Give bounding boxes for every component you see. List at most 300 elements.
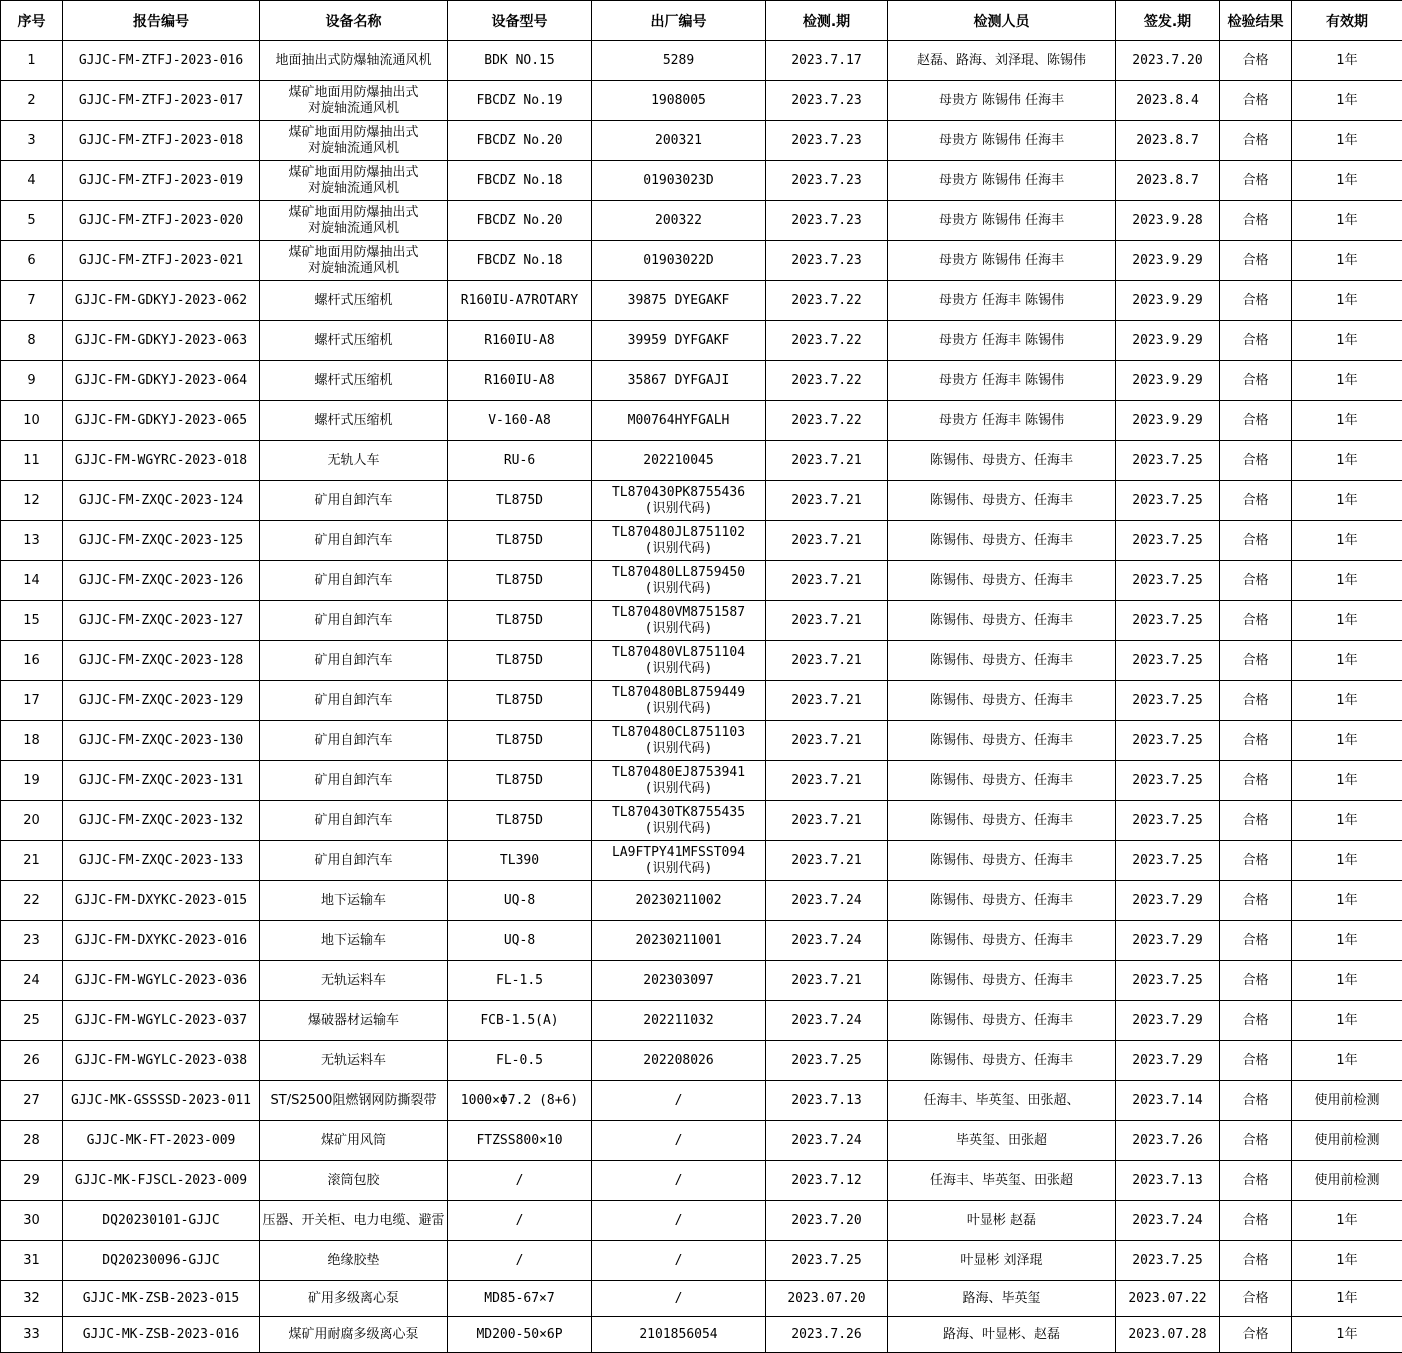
cell-index: 26 bbox=[1, 1041, 63, 1081]
cell-index: 29 bbox=[1, 1161, 63, 1201]
cell-serial-no: 35867 DYFGAJI bbox=[592, 361, 766, 401]
cell-serial-no: TL870480BL8759449 (识别代码) bbox=[592, 681, 766, 721]
cell-result: 合格 bbox=[1220, 1081, 1292, 1121]
cell-validity: 1年 bbox=[1292, 1281, 1402, 1317]
cell-issue-date: 2023.7.25 bbox=[1116, 1241, 1220, 1281]
cell-test-date: 2023.7.21 bbox=[766, 561, 888, 601]
cell-device-model: TL390 bbox=[448, 841, 592, 881]
table-row bbox=[1, 81, 1402, 121]
cell-result: 合格 bbox=[1220, 281, 1292, 321]
cell-issue-date: 2023.7.25 bbox=[1116, 441, 1220, 481]
cell-device-name: 矿用自卸汽车 bbox=[260, 761, 448, 801]
cell-result: 合格 bbox=[1220, 241, 1292, 281]
cell-result: 合格 bbox=[1220, 441, 1292, 481]
cell-test-date: 2023.7.23 bbox=[766, 121, 888, 161]
cell-validity: 1年 bbox=[1292, 1241, 1402, 1281]
cell-device-name: 煤矿用风筒 bbox=[260, 1121, 448, 1161]
cell-index: 4 bbox=[1, 161, 63, 201]
cell-serial-no: LA9FTPY41MFSST094 (识别代码) bbox=[592, 841, 766, 881]
cell-index: 8 bbox=[1, 321, 63, 361]
cell-result: 合格 bbox=[1220, 361, 1292, 401]
cell-serial-no: 39959 DYFGAKF bbox=[592, 321, 766, 361]
cell-device-model: TL875D bbox=[448, 561, 592, 601]
cell-serial-no: 39875 DYEGAKF bbox=[592, 281, 766, 321]
cell-inspectors: 任海丰、毕英玺、田张超 bbox=[888, 1161, 1116, 1201]
cell-index: 25 bbox=[1, 1001, 63, 1041]
cell-validity: 1年 bbox=[1292, 121, 1402, 161]
cell-report-no: GJJC-FM-ZTFJ-2023-017 bbox=[63, 81, 260, 121]
cell-report-no: GJJC-FM-GDKYJ-2023-065 bbox=[63, 401, 260, 441]
cell-test-date: 2023.7.25 bbox=[766, 1241, 888, 1281]
header-report-no: 报告编号 bbox=[63, 1, 260, 41]
cell-device-model: 1000×Φ7.2 (8+6) bbox=[448, 1081, 592, 1121]
cell-serial-no: / bbox=[592, 1121, 766, 1161]
cell-report-no: GJJC-MK-ZSB-2023-016 bbox=[63, 1317, 260, 1353]
cell-issue-date: 2023.8.7 bbox=[1116, 161, 1220, 201]
header-serial-no: 出厂编号 bbox=[592, 1, 766, 41]
table-row bbox=[1, 241, 1402, 281]
table-row bbox=[1, 121, 1402, 161]
cell-result: 合格 bbox=[1220, 561, 1292, 601]
cell-test-date: 2023.7.21 bbox=[766, 721, 888, 761]
cell-result: 合格 bbox=[1220, 761, 1292, 801]
cell-test-date: 2023.7.24 bbox=[766, 881, 888, 921]
cell-device-model: FTZSS800×10 bbox=[448, 1121, 592, 1161]
cell-validity: 使用前检测 bbox=[1292, 1121, 1402, 1161]
cell-device-name: 矿用多级离心泵 bbox=[260, 1281, 448, 1317]
cell-index: 3 bbox=[1, 121, 63, 161]
cell-issue-date: 2023.9.29 bbox=[1116, 321, 1220, 361]
cell-validity: 1年 bbox=[1292, 201, 1402, 241]
cell-report-no: GJJC-FM-ZXQC-2023-127 bbox=[63, 601, 260, 641]
cell-result: 合格 bbox=[1220, 961, 1292, 1001]
cell-result: 合格 bbox=[1220, 1201, 1292, 1241]
cell-inspectors: 陈锡伟、母贵方、任海丰 bbox=[888, 801, 1116, 841]
cell-device-name: 矿用自卸汽车 bbox=[260, 601, 448, 641]
cell-report-no: GJJC-FM-ZXQC-2023-124 bbox=[63, 481, 260, 521]
cell-report-no: GJJC-MK-ZSB-2023-015 bbox=[63, 1281, 260, 1317]
table-row bbox=[1, 441, 1402, 481]
cell-test-date: 2023.7.21 bbox=[766, 801, 888, 841]
cell-device-model: FL-1.5 bbox=[448, 961, 592, 1001]
cell-issue-date: 2023.7.25 bbox=[1116, 481, 1220, 521]
cell-device-name: 地下运输车 bbox=[260, 881, 448, 921]
cell-test-date: 2023.7.21 bbox=[766, 841, 888, 881]
cell-validity: 1年 bbox=[1292, 641, 1402, 681]
cell-inspectors: 母贵方 任海丰 陈锡伟 bbox=[888, 321, 1116, 361]
cell-device-model: RU-6 bbox=[448, 441, 592, 481]
cell-result: 合格 bbox=[1220, 481, 1292, 521]
cell-test-date: 2023.7.21 bbox=[766, 481, 888, 521]
cell-serial-no: 01903022D bbox=[592, 241, 766, 281]
table-row bbox=[1, 1241, 1402, 1281]
cell-device-model: FBCDZ No.20 bbox=[448, 121, 592, 161]
cell-test-date: 2023.7.21 bbox=[766, 681, 888, 721]
cell-index: 17 bbox=[1, 681, 63, 721]
table-row bbox=[1, 641, 1402, 681]
cell-device-name: ST/S2500阻燃钢网防撕裂带 bbox=[260, 1081, 448, 1121]
cell-result: 合格 bbox=[1220, 1121, 1292, 1161]
cell-issue-date: 2023.7.25 bbox=[1116, 961, 1220, 1001]
cell-test-date: 2023.7.23 bbox=[766, 81, 888, 121]
cell-device-name: 矿用自卸汽车 bbox=[260, 641, 448, 681]
cell-device-name: 无轨运料车 bbox=[260, 1041, 448, 1081]
cell-device-model: TL875D bbox=[448, 521, 592, 561]
cell-index: 28 bbox=[1, 1121, 63, 1161]
cell-report-no: GJJC-FM-DXYKC-2023-015 bbox=[63, 881, 260, 921]
cell-validity: 1年 bbox=[1292, 441, 1402, 481]
cell-index: 10 bbox=[1, 401, 63, 441]
cell-index: 33 bbox=[1, 1317, 63, 1353]
cell-inspectors: 陈锡伟、母贵方、任海丰 bbox=[888, 641, 1116, 681]
table-row bbox=[1, 1081, 1402, 1121]
cell-test-date: 2023.7.24 bbox=[766, 921, 888, 961]
cell-result: 合格 bbox=[1220, 1281, 1292, 1317]
cell-issue-date: 2023.7.25 bbox=[1116, 801, 1220, 841]
cell-index: 16 bbox=[1, 641, 63, 681]
cell-device-name: 煤矿地面用防爆抽出式 对旋轴流通风机 bbox=[260, 201, 448, 241]
cell-serial-no: 202208026 bbox=[592, 1041, 766, 1081]
cell-report-no: GJJC-MK-FJSCL-2023-009 bbox=[63, 1161, 260, 1201]
cell-test-date: 2023.7.23 bbox=[766, 161, 888, 201]
cell-index: 30 bbox=[1, 1201, 63, 1241]
cell-serial-no: / bbox=[592, 1241, 766, 1281]
cell-device-model: TL875D bbox=[448, 481, 592, 521]
cell-index: 6 bbox=[1, 241, 63, 281]
header-row bbox=[1, 1, 1402, 41]
cell-validity: 1年 bbox=[1292, 601, 1402, 641]
cell-validity: 1年 bbox=[1292, 961, 1402, 1001]
cell-serial-no: 202211032 bbox=[592, 1001, 766, 1041]
cell-result: 合格 bbox=[1220, 721, 1292, 761]
header-index: 序号 bbox=[1, 1, 63, 41]
header-device-name: 设备名称 bbox=[260, 1, 448, 41]
cell-inspectors: 陈锡伟、母贵方、任海丰 bbox=[888, 1041, 1116, 1081]
cell-inspectors: 陈锡伟、母贵方、任海丰 bbox=[888, 921, 1116, 961]
cell-report-no: GJJC-FM-ZTFJ-2023-016 bbox=[63, 41, 260, 81]
cell-device-name: 矿用自卸汽车 bbox=[260, 561, 448, 601]
cell-validity: 1年 bbox=[1292, 401, 1402, 441]
cell-inspectors: 路海、毕英玺 bbox=[888, 1281, 1116, 1317]
cell-result: 合格 bbox=[1220, 1241, 1292, 1281]
cell-serial-no: TL870480JL8751102 (识别代码) bbox=[592, 521, 766, 561]
cell-report-no: GJJC-FM-ZXQC-2023-132 bbox=[63, 801, 260, 841]
header-issue-date: 签发.期 bbox=[1116, 1, 1220, 41]
cell-report-no: GJJC-MK-FT-2023-009 bbox=[63, 1121, 260, 1161]
cell-validity: 1年 bbox=[1292, 881, 1402, 921]
table-row bbox=[1, 1161, 1402, 1201]
cell-report-no: GJJC-FM-ZXQC-2023-130 bbox=[63, 721, 260, 761]
cell-report-no: GJJC-FM-ZXQC-2023-128 bbox=[63, 641, 260, 681]
cell-report-no: GJJC-FM-GDKYJ-2023-064 bbox=[63, 361, 260, 401]
cell-test-date: 2023.7.13 bbox=[766, 1081, 888, 1121]
cell-serial-no: / bbox=[592, 1281, 766, 1317]
table-row bbox=[1, 161, 1402, 201]
cell-device-model: V-160-A8 bbox=[448, 401, 592, 441]
cell-issue-date: 2023.9.29 bbox=[1116, 361, 1220, 401]
table-row bbox=[1, 361, 1402, 401]
cell-result: 合格 bbox=[1220, 1317, 1292, 1353]
cell-device-model: TL875D bbox=[448, 801, 592, 841]
cell-index: 14 bbox=[1, 561, 63, 601]
cell-device-name: 地下运输车 bbox=[260, 921, 448, 961]
cell-test-date: 2023.7.22 bbox=[766, 281, 888, 321]
cell-index: 9 bbox=[1, 361, 63, 401]
cell-validity: 1年 bbox=[1292, 1201, 1402, 1241]
cell-test-date: 2023.7.26 bbox=[766, 1317, 888, 1353]
cell-result: 合格 bbox=[1220, 921, 1292, 961]
table-row bbox=[1, 721, 1402, 761]
cell-device-model: FBCDZ No.18 bbox=[448, 241, 592, 281]
cell-validity: 使用前检测 bbox=[1292, 1081, 1402, 1121]
cell-serial-no: TL870430PK8755436 (识别代码) bbox=[592, 481, 766, 521]
cell-validity: 1年 bbox=[1292, 721, 1402, 761]
cell-report-no: GJJC-FM-ZTFJ-2023-021 bbox=[63, 241, 260, 281]
table-row bbox=[1, 521, 1402, 561]
cell-test-date: 2023.7.23 bbox=[766, 201, 888, 241]
cell-result: 合格 bbox=[1220, 841, 1292, 881]
cell-index: 31 bbox=[1, 1241, 63, 1281]
cell-device-model: / bbox=[448, 1161, 592, 1201]
cell-inspectors: 叶显彬 刘泽琨 bbox=[888, 1241, 1116, 1281]
cell-validity: 1年 bbox=[1292, 161, 1402, 201]
cell-test-date: 2023.7.22 bbox=[766, 361, 888, 401]
cell-test-date: 2023.7.12 bbox=[766, 1161, 888, 1201]
cell-device-model: TL875D bbox=[448, 761, 592, 801]
table-row bbox=[1, 321, 1402, 361]
cell-index: 2 bbox=[1, 81, 63, 121]
cell-issue-date: 2023.9.29 bbox=[1116, 401, 1220, 441]
table-row bbox=[1, 601, 1402, 641]
cell-validity: 使用前检测 bbox=[1292, 1161, 1402, 1201]
cell-test-date: 2023.7.25 bbox=[766, 1041, 888, 1081]
cell-serial-no: 202303097 bbox=[592, 961, 766, 1001]
cell-serial-no: / bbox=[592, 1201, 766, 1241]
cell-result: 合格 bbox=[1220, 121, 1292, 161]
cell-validity: 1年 bbox=[1292, 1317, 1402, 1353]
cell-test-date: 2023.7.22 bbox=[766, 401, 888, 441]
cell-report-no: GJJC-FM-ZXQC-2023-129 bbox=[63, 681, 260, 721]
cell-result: 合格 bbox=[1220, 321, 1292, 361]
cell-device-model: TL875D bbox=[448, 641, 592, 681]
cell-inspectors: 陈锡伟、母贵方、任海丰 bbox=[888, 721, 1116, 761]
cell-report-no: DQ20230096-GJJC bbox=[63, 1241, 260, 1281]
cell-result: 合格 bbox=[1220, 81, 1292, 121]
cell-report-no: GJJC-FM-WGYLC-2023-038 bbox=[63, 1041, 260, 1081]
cell-issue-date: 2023.7.25 bbox=[1116, 641, 1220, 681]
cell-test-date: 2023.7.20 bbox=[766, 1201, 888, 1241]
cell-issue-date: 2023.7.25 bbox=[1116, 681, 1220, 721]
cell-issue-date: 2023.07.22 bbox=[1116, 1281, 1220, 1317]
table-row bbox=[1, 1041, 1402, 1081]
cell-device-name: 煤矿用耐腐多级离心泵 bbox=[260, 1317, 448, 1353]
cell-device-name: 螺杆式压缩机 bbox=[260, 281, 448, 321]
cell-issue-date: 2023.9.29 bbox=[1116, 281, 1220, 321]
cell-validity: 1年 bbox=[1292, 481, 1402, 521]
cell-issue-date: 2023.7.20 bbox=[1116, 41, 1220, 81]
cell-device-model: / bbox=[448, 1241, 592, 1281]
cell-inspectors: 母贵方 任海丰 陈锡伟 bbox=[888, 361, 1116, 401]
cell-device-name: 煤矿地面用防爆抽出式 对旋轴流通风机 bbox=[260, 81, 448, 121]
cell-inspectors: 母贵方 陈锡伟 任海丰 bbox=[888, 241, 1116, 281]
cell-test-date: 2023.7.22 bbox=[766, 321, 888, 361]
cell-index: 21 bbox=[1, 841, 63, 881]
cell-report-no: GJJC-FM-ZXQC-2023-131 bbox=[63, 761, 260, 801]
cell-test-date: 2023.7.23 bbox=[766, 241, 888, 281]
cell-result: 合格 bbox=[1220, 881, 1292, 921]
cell-device-name: 螺杆式压缩机 bbox=[260, 361, 448, 401]
table-row bbox=[1, 561, 1402, 601]
header-test-date: 检测.期 bbox=[766, 1, 888, 41]
cell-inspectors: 母贵方 任海丰 陈锡伟 bbox=[888, 401, 1116, 441]
cell-device-model: FBCDZ No.18 bbox=[448, 161, 592, 201]
cell-issue-date: 2023.7.25 bbox=[1116, 521, 1220, 561]
cell-inspectors: 母贵方 陈锡伟 任海丰 bbox=[888, 81, 1116, 121]
cell-device-name: 煤矿地面用防爆抽出式 对旋轴流通风机 bbox=[260, 241, 448, 281]
cell-serial-no: 200321 bbox=[592, 121, 766, 161]
cell-issue-date: 2023.7.13 bbox=[1116, 1161, 1220, 1201]
cell-serial-no: TL870480EJ8753941 (识别代码) bbox=[592, 761, 766, 801]
cell-index: 22 bbox=[1, 881, 63, 921]
cell-device-name: 矿用自卸汽车 bbox=[260, 721, 448, 761]
cell-serial-no: / bbox=[592, 1161, 766, 1201]
cell-index: 5 bbox=[1, 201, 63, 241]
cell-inspectors: 赵磊、路海、刘泽琨、陈锡伟 bbox=[888, 41, 1116, 81]
cell-issue-date: 2023.7.29 bbox=[1116, 1041, 1220, 1081]
cell-inspectors: 母贵方 陈锡伟 任海丰 bbox=[888, 201, 1116, 241]
cell-issue-date: 2023.7.25 bbox=[1116, 561, 1220, 601]
cell-issue-date: 2023.7.29 bbox=[1116, 1001, 1220, 1041]
cell-device-name: 煤矿地面用防爆抽出式 对旋轴流通风机 bbox=[260, 161, 448, 201]
cell-inspectors: 陈锡伟、母贵方、任海丰 bbox=[888, 561, 1116, 601]
cell-issue-date: 2023.7.25 bbox=[1116, 601, 1220, 641]
cell-device-name: 螺杆式压缩机 bbox=[260, 321, 448, 361]
cell-device-name: 煤矿地面用防爆抽出式 对旋轴流通风机 bbox=[260, 121, 448, 161]
cell-inspectors: 陈锡伟、母贵方、任海丰 bbox=[888, 601, 1116, 641]
cell-device-model: TL875D bbox=[448, 721, 592, 761]
cell-device-name: 爆破器材运输车 bbox=[260, 1001, 448, 1041]
cell-device-model: BDK NO.15 bbox=[448, 41, 592, 81]
cell-validity: 1年 bbox=[1292, 761, 1402, 801]
header-device-model: 设备型号 bbox=[448, 1, 592, 41]
cell-device-name: 矿用自卸汽车 bbox=[260, 681, 448, 721]
cell-report-no: GJJC-FM-ZTFJ-2023-020 bbox=[63, 201, 260, 241]
table-row bbox=[1, 681, 1402, 721]
header-validity: 有效期 bbox=[1292, 1, 1402, 41]
cell-issue-date: 2023.7.25 bbox=[1116, 721, 1220, 761]
cell-validity: 1年 bbox=[1292, 321, 1402, 361]
cell-test-date: 2023.7.24 bbox=[766, 1001, 888, 1041]
cell-issue-date: 2023.7.25 bbox=[1116, 841, 1220, 881]
cell-device-name: 无轨运料车 bbox=[260, 961, 448, 1001]
cell-device-name: 矿用自卸汽车 bbox=[260, 521, 448, 561]
cell-inspectors: 陈锡伟、母贵方、任海丰 bbox=[888, 681, 1116, 721]
cell-index: 23 bbox=[1, 921, 63, 961]
cell-device-model: UQ-8 bbox=[448, 881, 592, 921]
table-row bbox=[1, 841, 1402, 881]
cell-report-no: GJJC-FM-GDKYJ-2023-063 bbox=[63, 321, 260, 361]
cell-device-name: 矿用自卸汽车 bbox=[260, 481, 448, 521]
cell-index: 24 bbox=[1, 961, 63, 1001]
table-row bbox=[1, 201, 1402, 241]
cell-device-model: FL-0.5 bbox=[448, 1041, 592, 1081]
cell-result: 合格 bbox=[1220, 521, 1292, 561]
cell-serial-no: TL870480VM8751587 (识别代码) bbox=[592, 601, 766, 641]
cell-report-no: DQ20230101-GJJC bbox=[63, 1201, 260, 1241]
cell-inspectors: 陈锡伟、母贵方、任海丰 bbox=[888, 1001, 1116, 1041]
table-row bbox=[1, 481, 1402, 521]
cell-inspectors: 任海丰、毕英玺、田张超、 bbox=[888, 1081, 1116, 1121]
cell-inspectors: 母贵方 任海丰 陈锡伟 bbox=[888, 281, 1116, 321]
cell-issue-date: 2023.8.7 bbox=[1116, 121, 1220, 161]
cell-result: 合格 bbox=[1220, 601, 1292, 641]
cell-device-model: / bbox=[448, 1201, 592, 1241]
cell-inspectors: 叶显彬 赵磊 bbox=[888, 1201, 1116, 1241]
cell-validity: 1年 bbox=[1292, 681, 1402, 721]
cell-serial-no: 20230211002 bbox=[592, 881, 766, 921]
cell-device-name: 矿用自卸汽车 bbox=[260, 801, 448, 841]
cell-validity: 1年 bbox=[1292, 41, 1402, 81]
cell-report-no: GJJC-MK-GSSSSD-2023-011 bbox=[63, 1081, 260, 1121]
cell-device-model: MD200-50×6P bbox=[448, 1317, 592, 1353]
table-row bbox=[1, 1201, 1402, 1241]
cell-issue-date: 2023.07.28 bbox=[1116, 1317, 1220, 1353]
cell-validity: 1年 bbox=[1292, 281, 1402, 321]
cell-validity: 1年 bbox=[1292, 241, 1402, 281]
cell-result: 合格 bbox=[1220, 801, 1292, 841]
cell-validity: 1年 bbox=[1292, 841, 1402, 881]
cell-report-no: GJJC-FM-WGYRC-2023-018 bbox=[63, 441, 260, 481]
cell-serial-no: TL870430TK8755435 (识别代码) bbox=[592, 801, 766, 841]
cell-validity: 1年 bbox=[1292, 921, 1402, 961]
cell-index: 13 bbox=[1, 521, 63, 561]
cell-validity: 1年 bbox=[1292, 1041, 1402, 1081]
cell-serial-no: 01903023D bbox=[592, 161, 766, 201]
cell-validity: 1年 bbox=[1292, 801, 1402, 841]
cell-report-no: GJJC-FM-WGYLC-2023-036 bbox=[63, 961, 260, 1001]
cell-device-model: R160IU-A8 bbox=[448, 361, 592, 401]
cell-test-date: 2023.7.17 bbox=[766, 41, 888, 81]
cell-device-name: 压器、开关柜、电力电缆、避雷 bbox=[260, 1201, 448, 1241]
cell-index: 27 bbox=[1, 1081, 63, 1121]
cell-test-date: 2023.7.21 bbox=[766, 641, 888, 681]
cell-issue-date: 2023.9.28 bbox=[1116, 201, 1220, 241]
table-row bbox=[1, 921, 1402, 961]
table-row bbox=[1, 761, 1402, 801]
cell-issue-date: 2023.7.26 bbox=[1116, 1121, 1220, 1161]
cell-validity: 1年 bbox=[1292, 1001, 1402, 1041]
cell-device-name: 地面抽出式防爆轴流通风机 bbox=[260, 41, 448, 81]
cell-serial-no: 1908005 bbox=[592, 81, 766, 121]
cell-result: 合格 bbox=[1220, 1001, 1292, 1041]
cell-result: 合格 bbox=[1220, 641, 1292, 681]
cell-inspectors: 陈锡伟、母贵方、任海丰 bbox=[888, 441, 1116, 481]
cell-issue-date: 2023.7.24 bbox=[1116, 1201, 1220, 1241]
cell-result: 合格 bbox=[1220, 681, 1292, 721]
cell-result: 合格 bbox=[1220, 201, 1292, 241]
cell-index: 1 bbox=[1, 41, 63, 81]
cell-serial-no: 5289 bbox=[592, 41, 766, 81]
table-row bbox=[1, 1281, 1402, 1317]
cell-result: 合格 bbox=[1220, 41, 1292, 81]
cell-report-no: GJJC-FM-ZXQC-2023-125 bbox=[63, 521, 260, 561]
table-row bbox=[1, 801, 1402, 841]
cell-serial-no: 20230211001 bbox=[592, 921, 766, 961]
table-body bbox=[1, 41, 1402, 1353]
cell-inspectors: 母贵方 陈锡伟 任海丰 bbox=[888, 161, 1116, 201]
table-row bbox=[1, 881, 1402, 921]
cell-inspectors: 陈锡伟、母贵方、任海丰 bbox=[888, 881, 1116, 921]
